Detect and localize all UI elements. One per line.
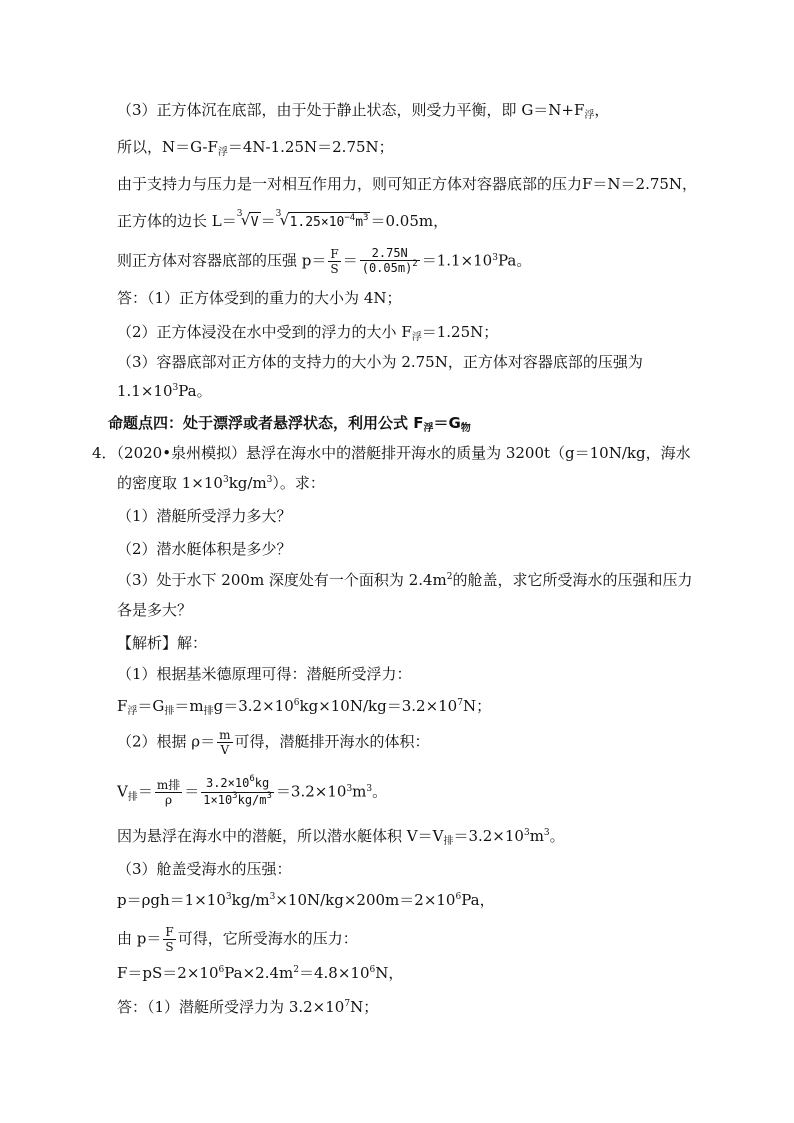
solution-line	[117, 728, 430, 757]
subscript: 排	[164, 706, 175, 717]
superscript: 3	[266, 791, 272, 801]
text: 。	[372, 782, 388, 801]
solution-line	[117, 174, 697, 194]
superscript: 6	[369, 965, 376, 975]
denominator: 1×10	[203, 793, 233, 807]
superscript: 3	[346, 783, 353, 794]
solution-line	[117, 826, 565, 849]
superscript: 3	[225, 892, 232, 902]
text: 的密度取 1×10	[117, 474, 223, 492]
text: （2）正方体浸没在水中受到的浮力的大小 F	[117, 323, 412, 341]
denominator: (0.05m)	[361, 261, 413, 275]
question-line	[92, 443, 691, 463]
solution-line	[117, 211, 448, 234]
text: V	[117, 782, 128, 801]
text: 各是多大？	[117, 601, 193, 619]
text: Pa。	[497, 251, 532, 270]
numerator: F	[165, 925, 174, 939]
text: N；	[462, 697, 492, 715]
numerator: 3.2×10	[205, 776, 250, 790]
text: （1）潜艇所受浮力多大？	[117, 507, 292, 525]
text: 由 p＝	[117, 929, 162, 948]
question-line	[117, 570, 693, 593]
text: 4．（2020•泉州模拟）悬浮在海水中的潜艇排开海水的质量为 3200t（g＝10N/kg，海水	[92, 444, 691, 462]
radicand: V	[249, 212, 261, 233]
superscript: 2	[293, 965, 299, 975]
subscript: 浮	[411, 332, 422, 343]
text: F＝pS＝2×10	[117, 964, 219, 982]
text: ＝G	[137, 697, 165, 715]
text: 可得，它所受海水的压力：	[177, 929, 358, 948]
text: m	[529, 827, 544, 845]
solution-line	[117, 776, 387, 809]
fraction	[201, 776, 274, 809]
solution-line	[117, 696, 491, 719]
text: ×10N/kg×200m＝2×10	[275, 891, 456, 909]
unit: kg	[254, 776, 270, 790]
section-heading	[108, 413, 471, 436]
text: F	[117, 697, 128, 715]
solution-line	[117, 859, 292, 879]
superscript: 3	[492, 252, 498, 263]
solution-line	[117, 890, 495, 913]
text: 【解析】解：	[117, 634, 208, 652]
answer-line	[117, 997, 378, 1020]
text: ＝3.2×10	[453, 827, 524, 845]
fraction	[155, 778, 182, 807]
analysis-label	[117, 633, 207, 653]
text: N；	[350, 998, 379, 1016]
subscript: 排	[203, 706, 214, 717]
question-line	[117, 600, 192, 620]
text: ＝	[184, 782, 200, 801]
superscript: 3	[232, 791, 238, 801]
superscript: 2	[446, 572, 453, 582]
superscript: 3	[266, 475, 273, 485]
text: 答：（1）潜艇所受浮力为 3.2×10	[117, 998, 345, 1016]
question-line	[117, 473, 325, 496]
text: ＝4.8×10	[298, 964, 370, 982]
radicand: 1.25×10	[289, 215, 345, 230]
superscript: 3	[523, 828, 530, 838]
text: ＝0.05m，	[370, 212, 449, 230]
subscript: 浮	[127, 706, 138, 717]
superscript: 6	[293, 698, 300, 708]
answer-line	[117, 322, 498, 345]
text: （3）正方体沉在底部，由于处于静止状态，则受力平衡，即 G＝N+F	[117, 101, 585, 119]
numerator: 2.75N	[360, 246, 420, 261]
superscript: 7	[457, 698, 463, 708]
text: 的舱盖，求它所受海水的压强和压力	[452, 571, 693, 589]
text: 答：（1）正方体受到的重力的大小为 4N；	[117, 289, 402, 307]
fraction	[217, 728, 232, 757]
superscript: 7	[344, 999, 351, 1009]
unit: kg/m	[237, 793, 267, 807]
subscript: 排	[127, 791, 138, 803]
question-line	[117, 539, 292, 559]
text: 可得，潜艇排开海水的体积：	[234, 732, 430, 751]
text: 由于支持力与压力是一对相互作用力，则可知正方体对容器底部的压力F＝N＝2.75N，	[117, 175, 698, 193]
superscript: 3	[222, 475, 229, 485]
text: Pa×2.4m	[224, 964, 294, 982]
text: （1）根据基米德原理可得：潜艇所受浮力：	[117, 665, 412, 683]
text: kg×10N/kg＝3.2×10	[299, 697, 458, 715]
solution-line	[117, 100, 609, 123]
superscript: 3	[363, 213, 369, 223]
fraction	[360, 246, 420, 277]
text: 所以，N＝G-F	[117, 138, 218, 156]
superscript: 6	[455, 892, 462, 902]
fraction	[328, 247, 340, 276]
superscript: 3	[172, 383, 179, 393]
superscript: 6	[249, 774, 255, 784]
text: N，	[375, 964, 404, 982]
denominator: S	[165, 940, 174, 954]
text: ＝4N-1.25N＝2.75N；	[227, 138, 394, 156]
text: ＝1.25N；	[421, 323, 499, 341]
solution-line	[117, 664, 412, 684]
denominator: S	[330, 262, 339, 276]
subscript: 浮	[217, 147, 228, 158]
text: ＝	[137, 782, 153, 801]
text: kg/m	[231, 891, 270, 909]
text: 1.1×10	[117, 382, 173, 400]
question-line	[117, 506, 292, 526]
text: g＝3.2×10	[213, 697, 294, 715]
cube-root: 3 √ $1.25\times 10^{-4}m^3$	[276, 211, 371, 234]
text: （2）潜水艇体积是多少？	[117, 540, 292, 558]
subscript: 浮	[423, 423, 434, 434]
superscript: 3	[366, 783, 373, 794]
numerator: m排	[156, 778, 181, 792]
text: ，	[594, 101, 610, 119]
text: m	[352, 782, 367, 801]
text: ＝	[342, 251, 358, 270]
solution-line	[117, 137, 394, 160]
text: Pa。	[178, 382, 212, 400]
text: 则正方体对容器底部的压强 p＝	[117, 251, 327, 270]
text: （3）容器底部对正方体的支持力的大小为 2.75N，正方体对容器底部的压强为	[117, 353, 643, 371]
superscript: 3	[543, 828, 550, 838]
fraction	[163, 925, 175, 954]
subscript: 浮	[584, 110, 595, 121]
text: 。	[549, 827, 565, 845]
text: ＝	[260, 212, 276, 230]
subscript: 物	[460, 423, 471, 434]
numerator: m	[219, 728, 231, 742]
text: （2）根据 ρ＝	[117, 732, 216, 751]
solution-line	[117, 925, 358, 954]
denominator: V	[220, 743, 230, 757]
superscript: 2	[412, 259, 418, 269]
text: ＝3.2×10	[275, 782, 347, 801]
superscript: 6	[218, 965, 225, 975]
text: p＝ρgh＝1×10	[117, 891, 226, 909]
answer-line	[117, 288, 401, 308]
text: 因为悬浮在海水中的潜艇，所以潜水艇体积 V＝V	[117, 827, 444, 845]
numerator: F	[330, 247, 339, 261]
text: ＝1.1×10	[421, 251, 493, 270]
cube-root: 3 √ V	[237, 211, 261, 233]
denominator: ρ	[165, 793, 173, 807]
subscript: 排	[443, 836, 454, 847]
answer-line	[117, 381, 212, 404]
text: ）。求：	[272, 474, 325, 492]
text: （3）舱盖受海水的压强：	[117, 860, 292, 878]
unit: m	[355, 215, 364, 230]
superscript: 3	[269, 892, 276, 902]
text: 正方体的边长 L＝	[117, 212, 237, 230]
text: （3）处于水下 200m 深度处有一个面积为 2.4m	[117, 571, 447, 589]
text: 命题点四：处于漂浮或者悬浮状态，利用公式 F	[108, 414, 424, 432]
answer-line	[117, 352, 643, 372]
solution-line	[117, 246, 531, 277]
text: kg/m	[228, 474, 267, 492]
text: Pa，	[461, 891, 495, 909]
text: ＝m	[174, 697, 204, 715]
superscript: −4	[344, 213, 356, 223]
text: ＝G	[433, 414, 461, 432]
solution-line	[117, 963, 403, 986]
